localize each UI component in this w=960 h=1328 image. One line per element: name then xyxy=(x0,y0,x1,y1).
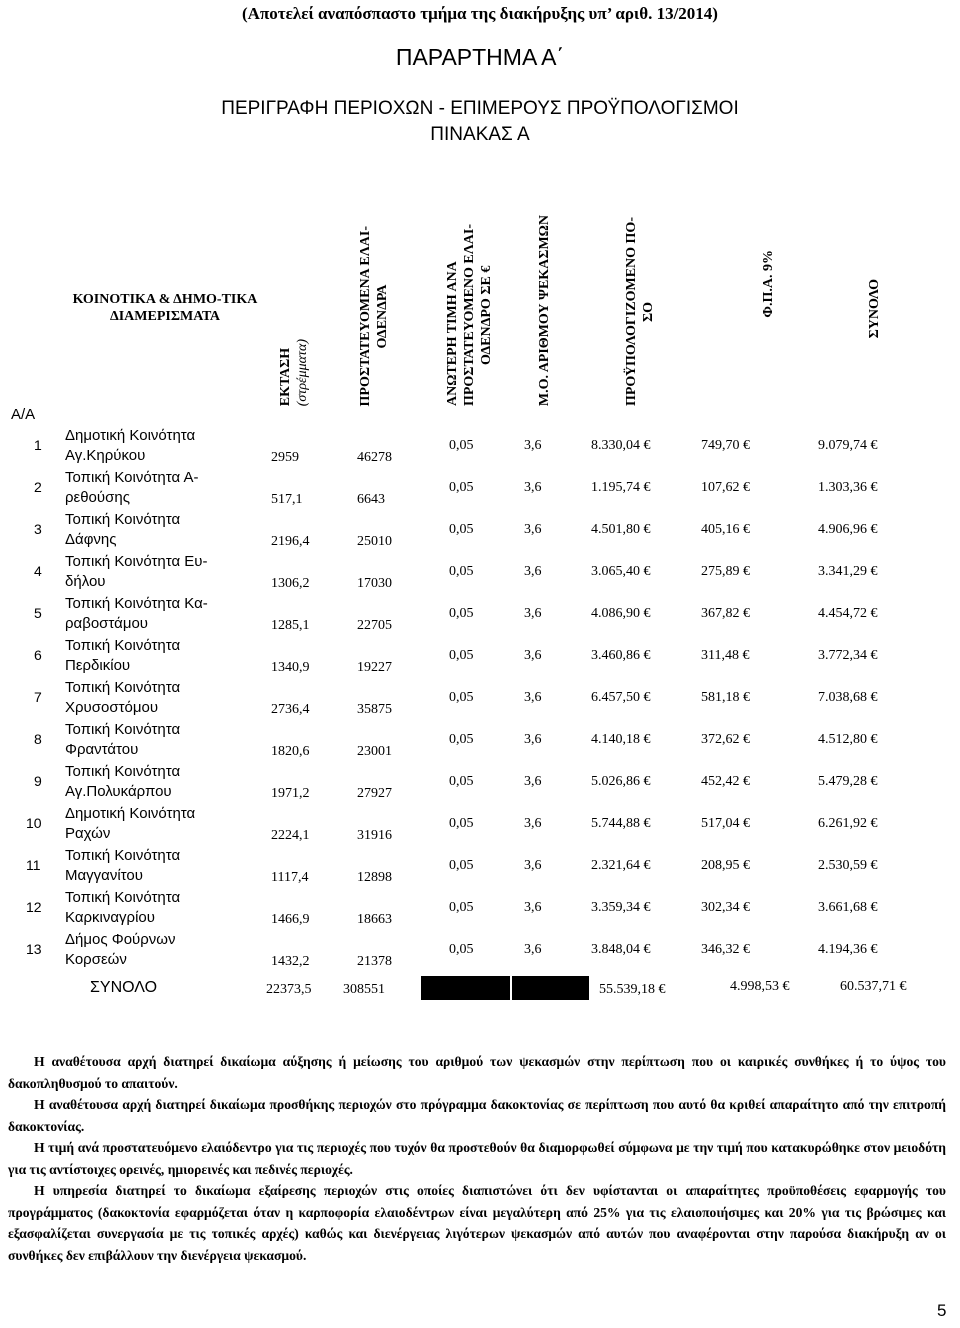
total-value: 6.261,92 € xyxy=(818,816,878,831)
total-value: 5.479,28 € xyxy=(818,774,878,789)
sprays-value: 3,6 xyxy=(524,774,542,789)
price-value: 0,05 xyxy=(449,816,474,831)
price-value: 0,05 xyxy=(449,438,474,453)
annex-title: ΠΑΡΑΡΤΗΜΑ Α΄ xyxy=(395,44,565,70)
sprays-value: 3,6 xyxy=(524,564,542,579)
row-number: 13 xyxy=(26,941,42,957)
protected-trees-value: 46278 xyxy=(357,450,392,465)
row-number: 6 xyxy=(34,647,42,663)
sprays-value: 3,6 xyxy=(524,858,542,873)
sprays-value: 3,6 xyxy=(524,816,542,831)
total-value: 4.512,80 € xyxy=(818,732,878,747)
sprays-value: 3,6 xyxy=(524,438,542,453)
protected-trees-value: 6643 xyxy=(357,492,385,507)
vat-value: 346,32 € xyxy=(701,942,750,957)
vat-value: 405,16 € xyxy=(701,522,750,537)
vat-value: 517,04 € xyxy=(701,816,750,831)
row-number: 10 xyxy=(26,815,42,831)
price-value: 0,05 xyxy=(449,774,474,789)
vat-value: 302,34 € xyxy=(701,900,750,915)
budget-value: 3.460,86 € xyxy=(591,648,651,663)
column-header-max-price: ΑΝΩΤΕΡΗ ΤΙΜΗ ΑΝΑ ΠΡΟΣΤΑΤΕΥΟΜΕΝΟ ΕΛΑΙ- ΟΔΕΝΔΡΟ ΣΕ € xyxy=(445,223,494,406)
price-value: 0,05 xyxy=(449,564,474,579)
price-value: 0,05 xyxy=(449,900,474,915)
community-name: Τοπική Κοινότητα Α- ρεθούσης xyxy=(65,469,199,506)
price-value: 0,05 xyxy=(449,732,474,747)
row-number: 9 xyxy=(34,773,42,789)
price-value: 0,05 xyxy=(449,522,474,537)
protected-trees-value: 17030 xyxy=(357,576,392,591)
area-value: 1466,9 xyxy=(271,912,310,927)
community-name: Τοπική Κοινότητα Ευ- δήλου xyxy=(65,553,208,590)
column-header-communities: ΚΟΙΝΟΤΙΚΑ & ΔΗΜΟ-ΤΙΚΑ ΔΙΑΜΕΡΙΣΜΑΤΑ xyxy=(72,292,258,324)
vat-value: 372,62 € xyxy=(701,732,750,747)
protected-trees-value: 22705 xyxy=(357,618,392,633)
total-value: 4.906,96 € xyxy=(818,522,878,537)
totals-area: 22373,5 xyxy=(266,982,312,997)
totals-total: 60.537,71 € xyxy=(840,979,907,994)
area-value: 1285,1 xyxy=(271,618,310,633)
protected-trees-value: 19227 xyxy=(357,660,392,675)
community-name: Τοπική Κοινότητα Κα- ραβοστάμου xyxy=(65,595,208,632)
community-name: Τοπική Κοινότητα Καρκιναγρίου xyxy=(65,889,181,926)
row-number: 5 xyxy=(34,605,42,621)
sprays-value: 3,6 xyxy=(524,732,542,747)
total-value: 3.772,34 € xyxy=(818,648,878,663)
community-name: Τοπική Κοινότητα Μαγγανίτου xyxy=(65,847,181,884)
budget-value: 1.195,74 € xyxy=(591,480,651,495)
sprays-value: 3,6 xyxy=(524,942,542,957)
row-number: 12 xyxy=(26,899,42,915)
vat-value: 107,62 € xyxy=(701,480,750,495)
area-value: 1820,6 xyxy=(271,744,310,759)
budget-value: 5.026,86 € xyxy=(591,774,651,789)
totals-vat: 4.998,53 € xyxy=(730,979,790,994)
community-name: Τοπική Κοινότητα Δάφνης xyxy=(65,511,181,548)
vat-value: 208,95 € xyxy=(701,858,750,873)
price-value: 0,05 xyxy=(449,858,474,873)
protected-trees-value: 31916 xyxy=(357,828,392,843)
area-value: 2736,4 xyxy=(271,702,310,717)
page-number: 5 xyxy=(937,1301,947,1320)
note-paragraph: Η τιμή ανά προστατευόμενο ελαιόδεντρο για τις περιοχές που τυχόν θα προστεθούν θα διαμορφωθεί σύμφωνα με την τιμή που κατακυρώθηκε στον μειοδότη για τις αντίστοιχες ορεινές, ημιορεινές και πεδινές περιοχές. xyxy=(8,1140,946,1177)
sprays-value: 3,6 xyxy=(524,606,542,621)
sprays-value: 3,6 xyxy=(524,648,542,663)
totals-budget: 55.539,18 € xyxy=(599,982,666,997)
protected-trees-value: 18663 xyxy=(357,912,392,927)
price-value: 0,05 xyxy=(449,942,474,957)
price-value: 0,05 xyxy=(449,648,474,663)
row-number: 2 xyxy=(34,479,42,495)
row-number: 3 xyxy=(34,521,42,537)
totals-trees: 308551 xyxy=(343,982,385,997)
total-value: 9.079,74 € xyxy=(818,438,878,453)
column-header-total: ΣΥΝΟΛΟ xyxy=(867,278,882,338)
note-paragraph: Η αναθέτουσα αρχή διατηρεί δικαίωμα προσθήκης περιοχών στο πρόγραμμα δακοκτονίας σε περίπτωση που αυτό θα κριθεί απαραίτητο από την επιτροπή δακοκτονίας. xyxy=(8,1097,946,1134)
table-title: ΠΙΝΑΚΑΣ Α xyxy=(430,124,530,145)
shaded-cell xyxy=(512,976,589,1000)
budget-value: 3.848,04 € xyxy=(591,942,651,957)
notes-section xyxy=(8,1051,946,1266)
area-value: 2959 xyxy=(271,450,299,465)
column-header-avg-sprays: Μ.Ο. ΑΡΙΘΜΟΥ ΨΕΚΑΣΜΩΝ xyxy=(537,214,552,406)
community-name: Τοπική Κοινότητα Χρυσοστόμου xyxy=(65,679,181,716)
total-value: 4.454,72 € xyxy=(818,606,878,621)
total-value: 7.038,68 € xyxy=(818,690,878,705)
budget-value: 3.359,34 € xyxy=(591,900,651,915)
protected-trees-value: 25010 xyxy=(357,534,392,549)
sprays-value: 3,6 xyxy=(524,900,542,915)
sprays-value: 3,6 xyxy=(524,690,542,705)
description-title: ΠΕΡΙΓΡΑΦΗ ΠΕΡΙΟΧΩΝ - ΕΠΙΜΕΡΟΥΣ ΠΡΟΫΠΟΛΟΓΙΣΜΟΙ xyxy=(221,98,739,119)
column-header-area: ΕΚΤΑΣΗ (στρέμματα) xyxy=(278,338,310,406)
community-name: Τοπική Κοινότητα Αγ.Πολυκάρπου xyxy=(65,763,181,800)
row-number: 1 xyxy=(34,437,42,453)
budget-value: 4.140,18 € xyxy=(591,732,651,747)
column-header-budget: ΠΡΟΫΠΟΛΟΓΙΖΟΜΕΝΟ ΠΟ- ΣΟ xyxy=(624,216,656,406)
area-value: 517,1 xyxy=(271,492,303,507)
area-value: 1971,2 xyxy=(271,786,310,801)
area-value: 2224,1 xyxy=(271,828,310,843)
shaded-cell xyxy=(421,976,510,1000)
vat-value: 311,48 € xyxy=(701,648,750,663)
vat-value: 275,89 € xyxy=(701,564,750,579)
vat-value: 452,42 € xyxy=(701,774,750,789)
note-paragraph: Η υπηρεσία διατηρεί το δικαίωμα εξαίρεσης περιοχών στις οποίες διαπιστώνει ότι δεν υφίστανται οι απαραίτητες προϋποθέσεις εφαρμογής του προγράμματος (δακοκτονία εφαρμόζεται όταν η καρποφορία ελαιοδέντρων είναι μεγαλύτερη από 25% για τις ελαιοποιήσιμες και 20% για τις βρώσιμες και εξασφαλίζεται συνεργασία με τις τοπικές αρχές) καθώς και διενέργειας λιγότερων ψεκασμών από αυτών που αναφέρονται στην παρούσα διακήρυξη αν οι συνθήκες δεν επιβάλλουν την διενέργεια ψεκασμού. xyxy=(8,1183,946,1263)
community-name: Δήμος Φούρνων Κορσεών xyxy=(65,931,176,968)
total-value: 3.661,68 € xyxy=(818,900,878,915)
budget-value: 4.086,90 € xyxy=(591,606,651,621)
sprays-value: 3,6 xyxy=(524,522,542,537)
row-number: 11 xyxy=(26,857,41,873)
budget-value: 5.744,88 € xyxy=(591,816,651,831)
total-value: 3.341,29 € xyxy=(818,564,878,579)
row-number: 7 xyxy=(34,689,42,705)
community-name: Δημοτική Κοινότητα Αγ.Κηρύκου xyxy=(65,427,196,464)
area-value: 2196,4 xyxy=(271,534,310,549)
document-subtitle: (Αποτελεί αναπόσπαστο τμήμα της διακήρυξης υπ’ αριθ. 13/2014) xyxy=(242,4,718,23)
total-value: 1.303,36 € xyxy=(818,480,878,495)
column-header-vat: Φ.Π.Α. 9% xyxy=(761,250,776,318)
column-header-protected-trees: ΠΡΟΣΤΑΤΕΥΟΜΕΝΑ ΕΛΑΙ- ΟΔΕΝΔΡΑ xyxy=(358,225,390,406)
area-value: 1306,2 xyxy=(271,576,310,591)
totals-label: ΣΥΝΟΛΟ xyxy=(90,979,158,996)
area-value: 1117,4 xyxy=(271,870,309,885)
price-value: 0,05 xyxy=(449,606,474,621)
vat-value: 749,70 € xyxy=(701,438,750,453)
protected-trees-value: 12898 xyxy=(357,870,392,885)
vat-value: 581,18 € xyxy=(701,690,750,705)
budget-value: 4.501,80 € xyxy=(591,522,651,537)
protected-trees-value: 27927 xyxy=(357,786,392,801)
budget-value: 8.330,04 € xyxy=(591,438,651,453)
community-name: Δημοτική Κοινότητα Ραχών xyxy=(65,805,196,842)
total-value: 4.194,36 € xyxy=(818,942,878,957)
price-value: 0,05 xyxy=(449,480,474,495)
row-number: 8 xyxy=(34,731,42,747)
vat-value: 367,82 € xyxy=(701,606,750,621)
protected-trees-value: 21378 xyxy=(357,954,392,969)
community-name: Τοπική Κοινότητα Περδικίου xyxy=(65,637,181,674)
protected-trees-value: 23001 xyxy=(357,744,392,759)
column-header-aa: Α/Α xyxy=(11,406,36,423)
area-value: 1340,9 xyxy=(271,660,310,675)
budget-value: 2.321,64 € xyxy=(591,858,651,873)
area-value: 1432,2 xyxy=(271,954,310,969)
price-value: 0,05 xyxy=(449,690,474,705)
row-number: 4 xyxy=(34,563,42,579)
budget-value: 3.065,40 € xyxy=(591,564,651,579)
total-value: 2.530,59 € xyxy=(818,858,878,873)
budget-value: 6.457,50 € xyxy=(591,690,651,705)
protected-trees-value: 35875 xyxy=(357,702,392,717)
note-paragraph: Η αναθέτουσα αρχή διατηρεί δικαίωμα αύξησης ή μείωσης του αριθμού των ψεκασμών στην περίπτωση που οι καιρικές συνθήκες ή το ύψος του δακοπληθυσμού το απαιτούν. xyxy=(8,1054,946,1091)
community-name: Τοπική Κοινότητα Φραντάτου xyxy=(65,721,181,758)
sprays-value: 3,6 xyxy=(524,480,542,495)
